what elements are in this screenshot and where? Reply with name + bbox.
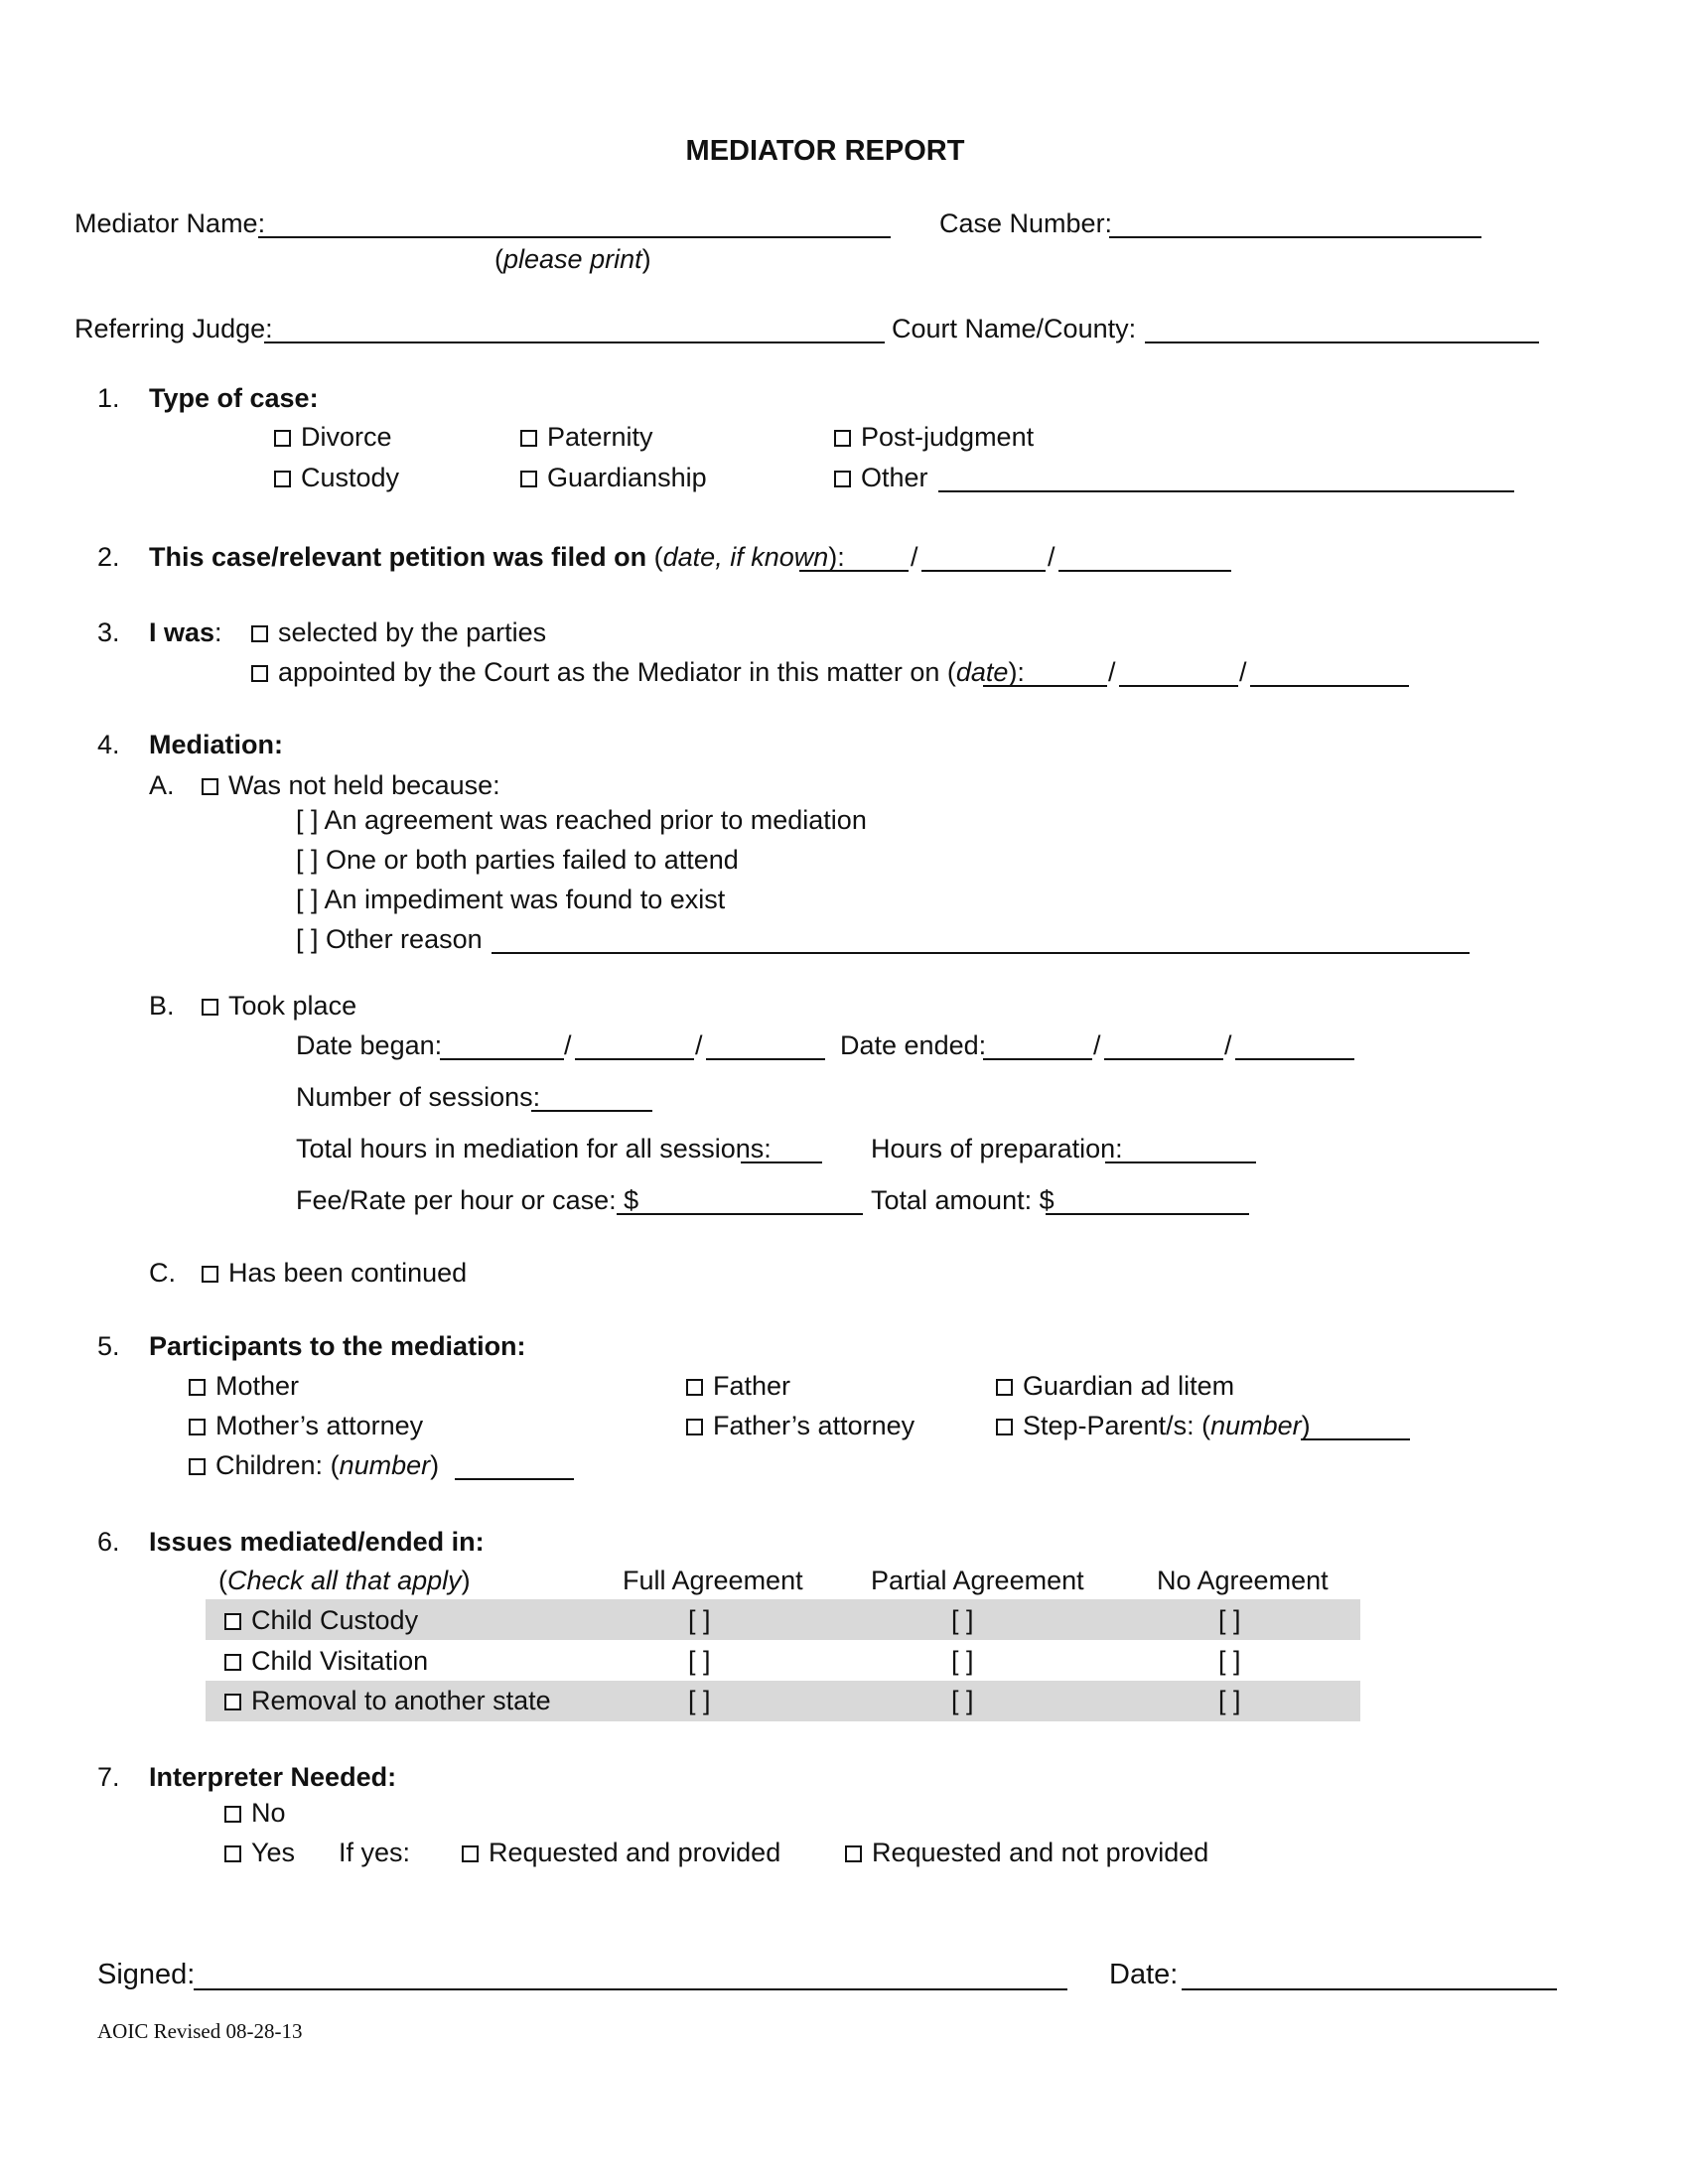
signature-date-label: Date: xyxy=(1109,1959,1179,1990)
issue-removal[interactable]: Removal to another state xyxy=(224,1688,551,1714)
date-slash: / xyxy=(1048,542,1055,572)
option-continued[interactable]: Has been continued xyxy=(202,1260,467,1287)
signature-field[interactable] xyxy=(194,1988,1067,1990)
reason-impediment[interactable]: [ ] An impediment was found to exist xyxy=(296,885,726,914)
num-sessions-field[interactable] xyxy=(531,1110,652,1112)
case-number-label: Case Number: xyxy=(939,208,1113,238)
checkbox[interactable] xyxy=(686,1419,703,1435)
participant-children[interactable]: Children: (number) xyxy=(189,1452,439,1479)
checkbox[interactable] xyxy=(224,1694,241,1710)
checkbox[interactable] xyxy=(224,1613,241,1630)
total-hours-field[interactable] xyxy=(741,1161,822,1163)
participant-mother[interactable]: Mother xyxy=(189,1373,299,1400)
other-type-field[interactable] xyxy=(938,490,1514,492)
check-all-note: (Check all that apply) xyxy=(218,1566,471,1595)
section-number: 2. xyxy=(97,542,120,572)
petition-filed-label: This case/relevant petition was filed on (date, if known): xyxy=(149,542,845,572)
checkbox[interactable] xyxy=(686,1379,703,1396)
option-divorce[interactable]: Divorce xyxy=(274,424,392,451)
checkbox[interactable] xyxy=(189,1419,206,1435)
date-ended-month[interactable] xyxy=(983,1058,1092,1060)
filed-date-day[interactable] xyxy=(921,570,1046,572)
col-no-agreement: No Agreement xyxy=(1157,1566,1329,1595)
children-count-field[interactable] xyxy=(455,1478,574,1480)
i-was-label: I was: xyxy=(149,617,222,647)
fee-rate-field[interactable] xyxy=(617,1213,863,1215)
section-number: 4. xyxy=(97,730,120,759)
date-slash: / xyxy=(1093,1030,1101,1060)
signed-label: Signed: xyxy=(97,1959,196,1990)
participant-father[interactable]: Father xyxy=(686,1373,790,1400)
filed-date-month[interactable] xyxy=(799,570,909,572)
date-slash: / xyxy=(1239,657,1247,687)
mediator-name-label: Mediator Name: xyxy=(74,208,266,238)
hours-prep-label: Hours of preparation: xyxy=(871,1134,1123,1163)
total-amount-field[interactable] xyxy=(1046,1213,1249,1215)
subsection-b-letter: B. xyxy=(149,991,175,1021)
issues-heading: Issues mediated/ended in: xyxy=(149,1527,485,1557)
subsection-c-letter: C. xyxy=(149,1258,176,1288)
if-yes-label: If yes: xyxy=(339,1838,411,1867)
checkbox[interactable] xyxy=(520,430,537,447)
reason-agreement-prior[interactable]: [ ] An agreement was reached prior to mediation xyxy=(296,805,867,835)
total-hours-label: Total hours in mediation for all sessions: xyxy=(296,1134,772,1163)
date-ended-year[interactable] xyxy=(1235,1058,1354,1060)
option-guardianship[interactable]: Guardianship xyxy=(520,465,707,491)
date-slash: / xyxy=(911,542,918,572)
step-parent-count-field[interactable] xyxy=(1301,1438,1410,1440)
participant-fathers-attorney[interactable]: Father’s attorney xyxy=(686,1413,914,1439)
full-agreement-bracket[interactable]: [ ] xyxy=(688,1686,711,1715)
partial-agreement-bracket[interactable]: [ ] xyxy=(951,1686,974,1715)
date-began-day[interactable] xyxy=(575,1058,694,1060)
option-took-place[interactable]: Took place xyxy=(202,993,356,1020)
checkbox[interactable] xyxy=(520,471,537,487)
participant-mothers-attorney[interactable]: Mother’s attorney xyxy=(189,1413,423,1439)
subsection-a-letter: A. xyxy=(149,770,175,800)
revision-footer: AOIC Revised 08-28-13 xyxy=(97,2019,303,2043)
checkbox[interactable] xyxy=(274,430,291,447)
no-agreement-bracket[interactable]: [ ] xyxy=(1218,1646,1241,1676)
other-reason-field[interactable] xyxy=(492,952,1470,954)
option-custody[interactable]: Custody xyxy=(274,465,399,491)
appointed-date-month[interactable] xyxy=(983,685,1107,687)
checkbox[interactable] xyxy=(202,778,218,795)
option-not-held[interactable]: Was not held because: xyxy=(202,772,500,799)
no-agreement-bracket[interactable]: [ ] xyxy=(1218,1605,1241,1635)
court-name-field[interactable] xyxy=(1145,341,1539,343)
checkbox[interactable] xyxy=(251,665,268,682)
referring-judge-field[interactable] xyxy=(264,341,885,343)
interpreter-heading: Interpreter Needed: xyxy=(149,1762,397,1792)
col-partial-agreement: Partial Agreement xyxy=(871,1566,1084,1595)
participant-step-parent[interactable]: Step-Parent/s: (number) xyxy=(996,1413,1311,1439)
no-agreement-bracket[interactable]: [ ] xyxy=(1218,1686,1241,1715)
date-began-month[interactable] xyxy=(440,1058,564,1060)
interpreter-requested-not-provided[interactable]: Requested and not provided xyxy=(845,1840,1208,1866)
checkbox[interactable] xyxy=(189,1379,206,1396)
partial-agreement-bracket[interactable]: [ ] xyxy=(951,1646,974,1676)
checkbox[interactable] xyxy=(834,430,851,447)
reason-failed-to-attend[interactable]: [ ] One or both parties failed to attend xyxy=(296,845,739,875)
checkbox[interactable] xyxy=(189,1458,206,1475)
date-slash: / xyxy=(564,1030,572,1060)
interpreter-yes[interactable]: Yes xyxy=(224,1840,295,1866)
section-number: 7. xyxy=(97,1762,120,1792)
checkbox[interactable] xyxy=(224,1806,241,1823)
date-began-year[interactable] xyxy=(706,1058,825,1060)
section-number: 3. xyxy=(97,617,120,647)
partial-agreement-bracket[interactable]: [ ] xyxy=(951,1605,974,1635)
date-slash: / xyxy=(1108,657,1116,687)
court-name-label: Court Name/County: xyxy=(892,314,1137,343)
checkbox[interactable] xyxy=(202,1266,218,1283)
issue-child-visitation[interactable]: Child Visitation xyxy=(224,1648,428,1675)
section-number: 5. xyxy=(97,1331,120,1361)
participant-guardian[interactable]: Guardian ad litem xyxy=(996,1373,1234,1400)
date-slash: / xyxy=(695,1030,703,1060)
date-ended-day[interactable] xyxy=(1104,1058,1223,1060)
type-of-case-heading: Type of case: xyxy=(149,383,319,413)
checkbox[interactable] xyxy=(202,999,218,1016)
checkbox[interactable] xyxy=(462,1845,479,1862)
date-ended-label: Date ended: xyxy=(840,1030,987,1060)
hours-prep-field[interactable] xyxy=(1105,1161,1256,1163)
filed-date-year[interactable] xyxy=(1058,570,1231,572)
interpreter-requested-provided[interactable]: Requested and provided xyxy=(462,1840,780,1866)
referring-judge-label: Referring Judge: xyxy=(74,314,273,343)
checkbox[interactable] xyxy=(996,1379,1013,1396)
signature-date-field[interactable] xyxy=(1182,1988,1557,1990)
option-paternity[interactable]: Paternity xyxy=(520,424,653,451)
checkbox[interactable] xyxy=(274,471,291,487)
interpreter-no[interactable]: No xyxy=(224,1800,286,1827)
option-other[interactable]: Other xyxy=(834,465,928,491)
mediation-heading: Mediation: xyxy=(149,730,283,759)
full-agreement-bracket[interactable]: [ ] xyxy=(688,1646,711,1676)
appointed-date-day[interactable] xyxy=(1119,685,1238,687)
checkbox[interactable] xyxy=(996,1419,1013,1435)
mediator-name-field[interactable] xyxy=(258,236,891,238)
checkbox[interactable] xyxy=(224,1845,241,1862)
appointed-date-year[interactable] xyxy=(1250,685,1409,687)
checkbox[interactable] xyxy=(845,1845,862,1862)
section-number: 6. xyxy=(97,1527,120,1557)
reason-other[interactable]: [ ] Other reason xyxy=(296,924,483,954)
option-selected-by-parties[interactable]: selected by the parties xyxy=(251,619,546,646)
num-sessions-label: Number of sessions: xyxy=(296,1082,541,1112)
checkbox[interactable] xyxy=(834,471,851,487)
please-print-note: (please print) xyxy=(494,244,651,274)
option-appointed-by-court[interactable]: appointed by the Court as the Mediator in this matter on (date): xyxy=(251,659,1025,686)
date-began-label: Date began: xyxy=(296,1030,443,1060)
date-slash: / xyxy=(1224,1030,1232,1060)
checkbox[interactable] xyxy=(224,1654,241,1671)
participants-heading: Participants to the mediation: xyxy=(149,1331,526,1361)
col-full-agreement: Full Agreement xyxy=(623,1566,803,1595)
fee-rate-label: Fee/Rate per hour or case: $ xyxy=(296,1185,639,1215)
issue-child-custody[interactable]: Child Custody xyxy=(224,1607,418,1634)
section-number: 1. xyxy=(97,383,120,413)
total-amount-label: Total amount: $ xyxy=(871,1185,1055,1215)
case-number-field[interactable] xyxy=(1109,236,1481,238)
checkbox[interactable] xyxy=(251,625,268,642)
page-title: MEDIATOR REPORT xyxy=(685,135,965,167)
option-post-judgment[interactable]: Post-judgment xyxy=(834,424,1034,451)
full-agreement-bracket[interactable]: [ ] xyxy=(688,1605,711,1635)
